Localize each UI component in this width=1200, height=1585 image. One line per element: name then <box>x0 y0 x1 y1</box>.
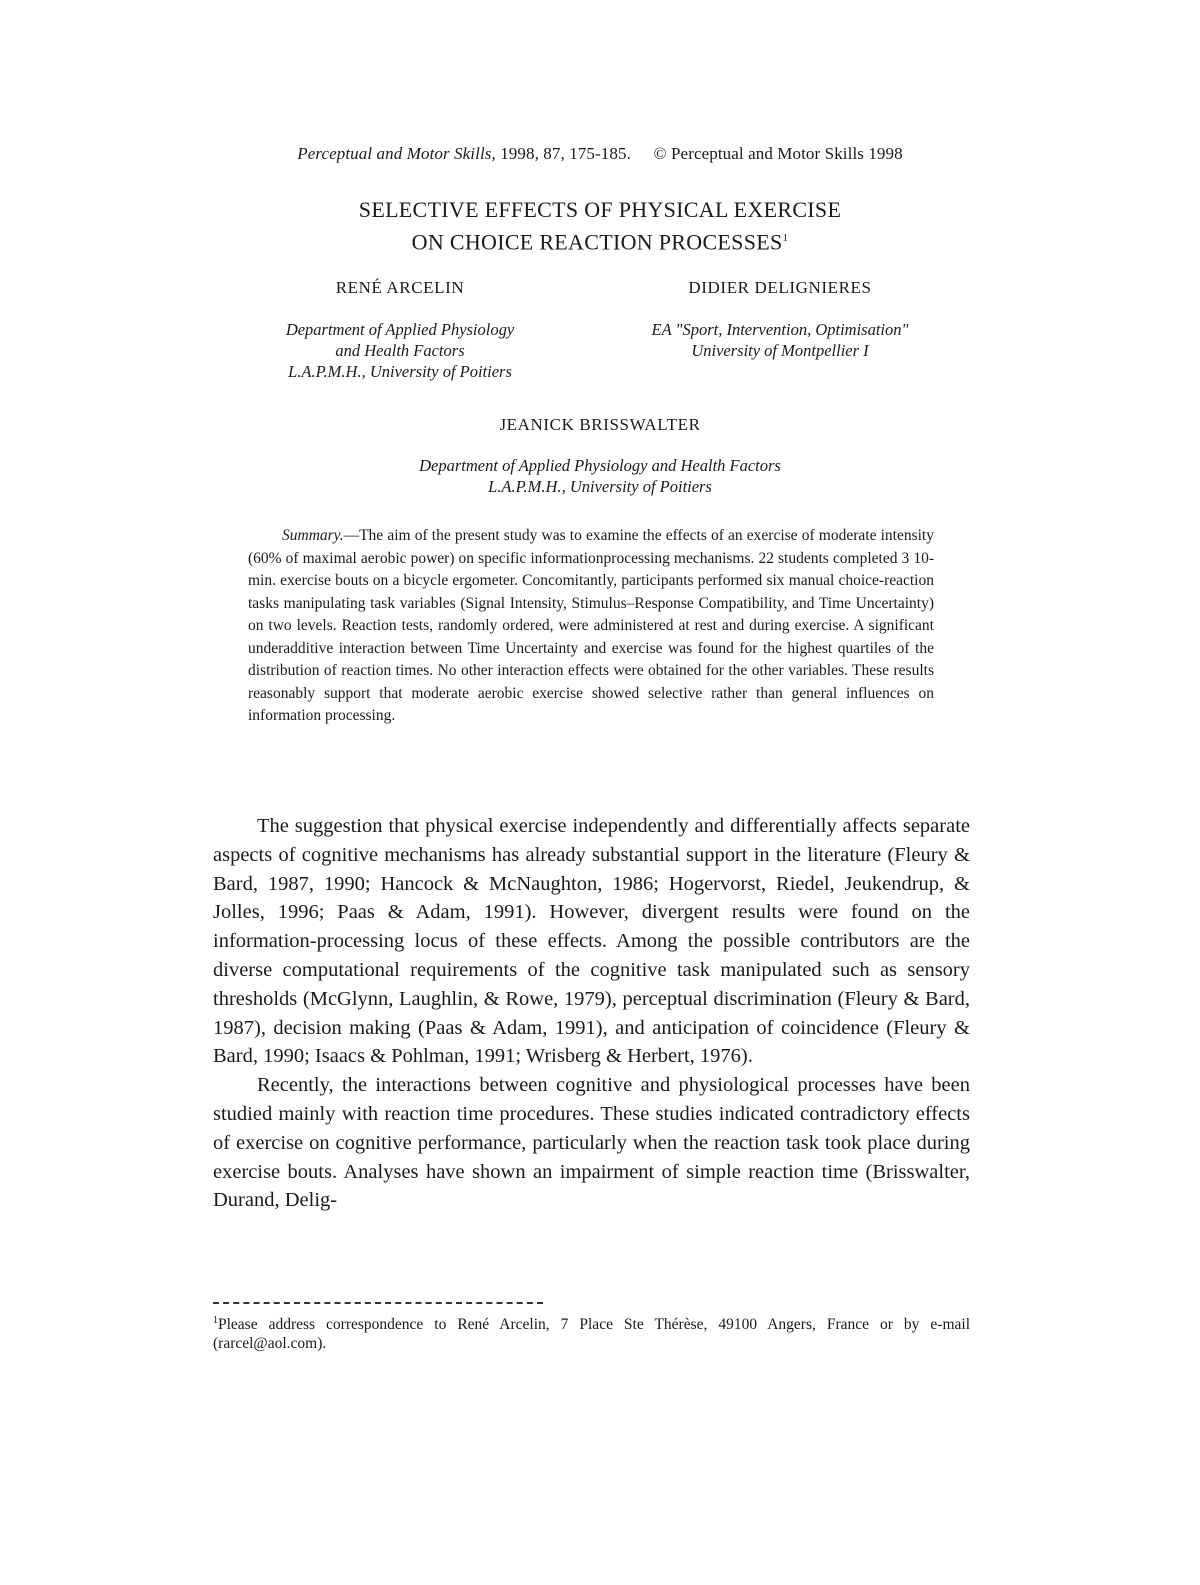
copyright-notice: © Perceptual and Motor Skills 1998 <box>653 144 903 163</box>
summary-lead: Summary. <box>282 527 344 544</box>
abstract-summary <box>248 525 934 728</box>
summary-text: —The aim of the present study was to examine the effects of an exercise of moderate intensity (60% of maximal aerobic power) on specific informationprocessing mechanisms. 22 students completed 3 10-min. exercise bouts on a bicycle ergometer. Concomitantly, participants performed six manual choice-reaction tasks manipulating task variables (Signal Intensity, Stimulus–Response Compatibility, and Time Uncertainty) on two levels. Reaction tests, randomly ordered, were administered at rest and during exercise. A significant underadditive interaction between Time Uncertainty and exercise was found for the highest quartiles of the distribution of reaction times. No other interaction effects were obtained for the other variables. These results reasonably support that moderate aerobic exercise showed selective rather than general influences on information processing. <box>248 527 934 724</box>
footnote-marker: 1 <box>213 1315 218 1326</box>
article-title <box>0 195 1200 256</box>
body-text <box>213 812 970 1215</box>
title-line-2: ON CHOICE REACTION PROCESSES$^1$ <box>411 229 789 255</box>
body-paragraph: Recently, the interactions between cognitive and physiological processes have been studied mainly with reaction time procedures. These studies indicated contradictory effects of exercise on cognitive performance, particularly when the reaction task took place during exercise bouts. Analyses have shown an impairment of simple reaction time (Brisswalter, Durand, Delig- <box>213 1074 970 1212</box>
author-name: JEANICK BRISSWALTER <box>499 415 701 434</box>
citation: 1998, 87, 175-185. <box>500 144 631 163</box>
author-affiliation: EA "Sport, Intervention, Optimisation" University of Montpellier I <box>651 320 909 360</box>
author-affiliation: Department of Applied Physiology and Health Factors L.A.P.M.H., University of Poitiers <box>419 456 781 496</box>
body-paragraph: The suggestion that physical exercise independently and differentially affects separate aspects of cognitive mechanisms has already substantial support in the literature (Fleury & Bard, 1987, 1990; Hancock & McNaughton, 1986; Hogervorst, Riedel, Jeukendrup, & Jolles, 1996; Paas & Adam, 1991). However, divergent results were found on the information-processing locus of these effects. Among the possible contributors are the diverse computational requirements of the cognitive task manipulated such as sensory thresholds (McGlynn, Laughlin, & Rowe, 1979), perceptual discrimination (Fleury & Bard, 1987), decision making (Paas & Adam, 1991), and anticipation of coincidence (Fleury & Bard, 1990; Isaacs & Pohlman, 1991; Wrisberg & Herbert, 1976). <box>213 815 970 1068</box>
journal-citation-line <box>0 144 1200 164</box>
author-name: RENÉ ARCELIN <box>335 278 465 297</box>
journal-name: Perceptual and Motor Skills, <box>297 144 496 163</box>
footnote-divider <box>213 1302 543 1304</box>
footnote <box>213 1311 970 1353</box>
title-footnote-marker: 1 <box>782 232 789 244</box>
footnote-text: Please address correspondence to René Arcelin, 7 Place Ste Thérèse, 49100 Angers, France or by e-mail (rarcel@aol.com). <box>213 1316 970 1353</box>
author-affiliation: Department of Applied Physiology and Health Factors L.A.P.M.H., University of Poitiers <box>285 320 515 381</box>
title-line-1: SELECTIVE EFFECTS OF PHYSICAL EXERCISE <box>358 197 842 222</box>
author-name: DIDIER DELIGNIERES <box>688 278 872 297</box>
